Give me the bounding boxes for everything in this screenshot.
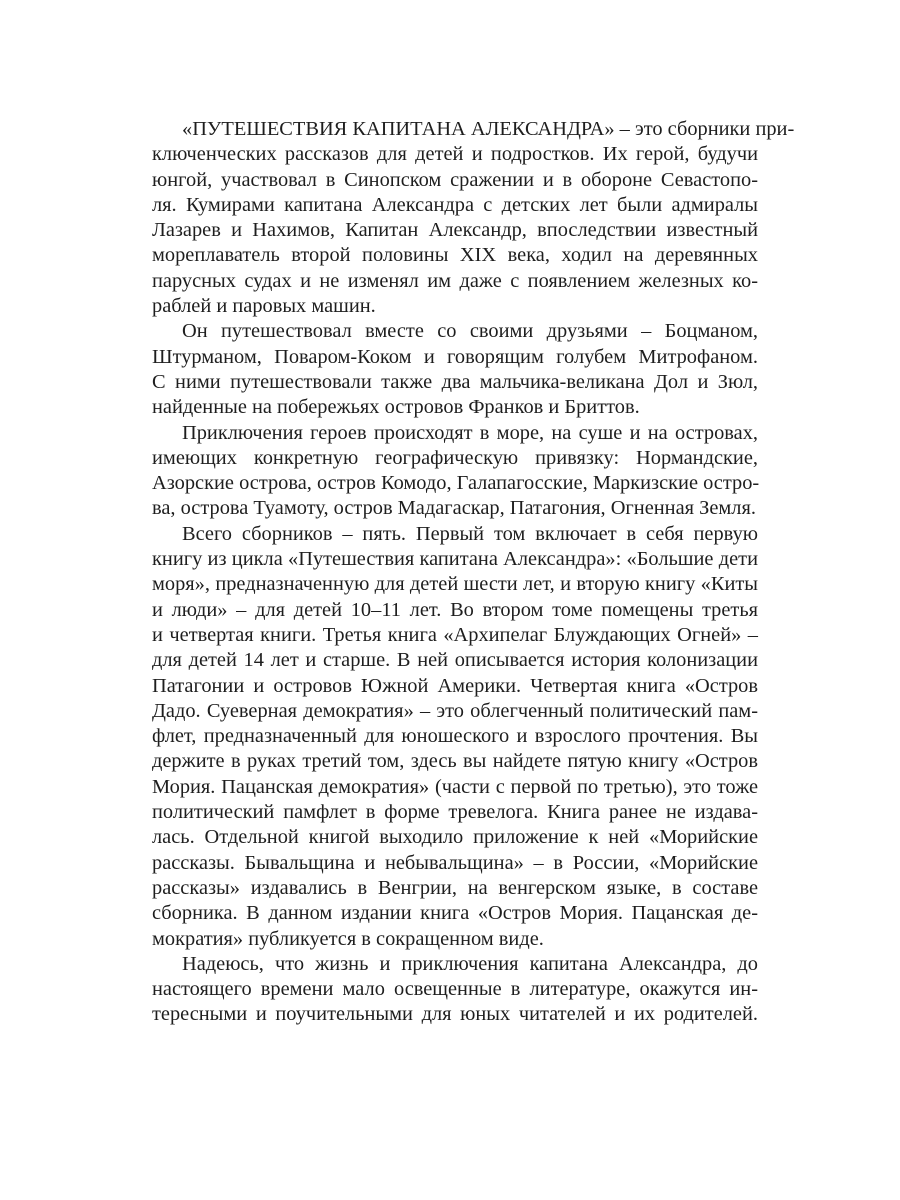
text-line: ключенческих рассказов для детей и подростков. Их герой, будучи <box>152 143 758 166</box>
text-line: раблей и паровых машин. <box>152 295 376 318</box>
text-line: Патагонии и островов Южной Америки. Четвертая книга «Остров <box>152 674 758 697</box>
text-line: рассказы. Бывальщина и небывальщина» – в России, «Морийские <box>152 851 758 874</box>
text-line: «ПУТЕШЕСТВИЯ КАПИТАНА АЛЕКСАНДРА» – это сборники при- <box>182 118 795 140</box>
text-line: Лазарев и Нахимов, Капитан Александр, впоследствии известный <box>152 219 758 242</box>
text-line: имеющих конкретную географическую привязку: Нормандские, <box>152 446 758 469</box>
text-line: мореплаватель второй половины XIX века, ходил на деревянных <box>152 244 758 267</box>
text-line: С ними путешествовали также два мальчика-великана Дол и Зюл, <box>152 370 758 393</box>
paragraph-closing <box>152 952 758 1028</box>
text-line: флет, предназначенный для юношеского и взрослого прочтения. Вы <box>152 725 758 748</box>
text-line: ва, острова Туамоту, остров Мадагаскар, Патагония, Огненная Земля. <box>152 497 756 520</box>
text-line: рассказы» издавались в Венгрии, на венгерском языке, в составе <box>152 876 758 899</box>
text-line: моря», предназначенную для детей шести лет, и вторую книгу «Киты <box>152 573 758 596</box>
text-line: Всего сборников – пять. Первый том включает в себя первую <box>182 522 758 545</box>
text-line: мократия» публикуется в сокращенном виде. <box>152 927 544 950</box>
text-line: для детей 14 лет и старше. В ней описывается история колонизации <box>152 649 758 672</box>
text-line: ля. Кумирами капитана Александра с детских лет были адмиралы <box>152 193 758 216</box>
text-line: и люди» – для детей 10–11 лет. Во втором томе помещены третья <box>152 598 758 621</box>
text-line: и четвертая книги. Третья книга «Архипелаг Блуждающих Огней» – <box>152 623 758 646</box>
text-line: Дадо. Суеверная демократия» – это облегченный политический пам- <box>152 699 758 722</box>
text-line: политический памфлет в форме тревелога. Книга ранее не издава- <box>152 801 758 824</box>
paragraph-adventures <box>152 421 758 522</box>
text-line: юнгой, участвовал в Синопском сражении и в обороне Севастопо- <box>152 168 758 191</box>
paragraph-intro <box>152 117 795 319</box>
text-line: Приключения героев происходят в море, на суше и на островах, <box>182 421 758 444</box>
text-line: держите в руках третий том, здесь вы найдете пятую книгу «Остров <box>152 750 758 773</box>
text-line: парусных судах и не изменял им даже с появлением железных ко- <box>152 269 758 292</box>
text-line: настоящего времени мало освещенные в литературе, окажутся ин- <box>152 978 758 1001</box>
text-line: Азорские острова, остров Комодо, Галапагосские, Маркизские остро- <box>152 472 760 495</box>
text-line: книгу из цикла «Путешествия капитана Александра»: «Большие дети <box>152 548 758 571</box>
text-line: тересными и поучительными для юных читателей и их родителей. <box>152 1003 758 1026</box>
text-line: сборника. В данном издании книга «Остров Мория. Пацанская де- <box>152 902 758 925</box>
text-line: лась. Отдельной книгой выходило приложение к ней «Морийские <box>152 826 758 849</box>
text-line: Штурманом, Поваром-Коком и говорящим голубем Митрофаном. <box>152 345 758 368</box>
paragraph-collections <box>152 522 758 952</box>
text-line: найденные на побережьях островов Франков и Бриттов. <box>152 396 640 419</box>
text-line: Он путешествовал вместе со своими друзьями – Боцманом, <box>182 320 758 343</box>
document-page <box>152 117 795 1028</box>
text-line: Мория. Пацанская демократия» (части с первой по третью), это тоже <box>152 775 758 798</box>
paragraph-friends <box>152 319 758 420</box>
text-line: Надеюсь, что жизнь и приключения капитана Александра, до <box>182 952 758 975</box>
